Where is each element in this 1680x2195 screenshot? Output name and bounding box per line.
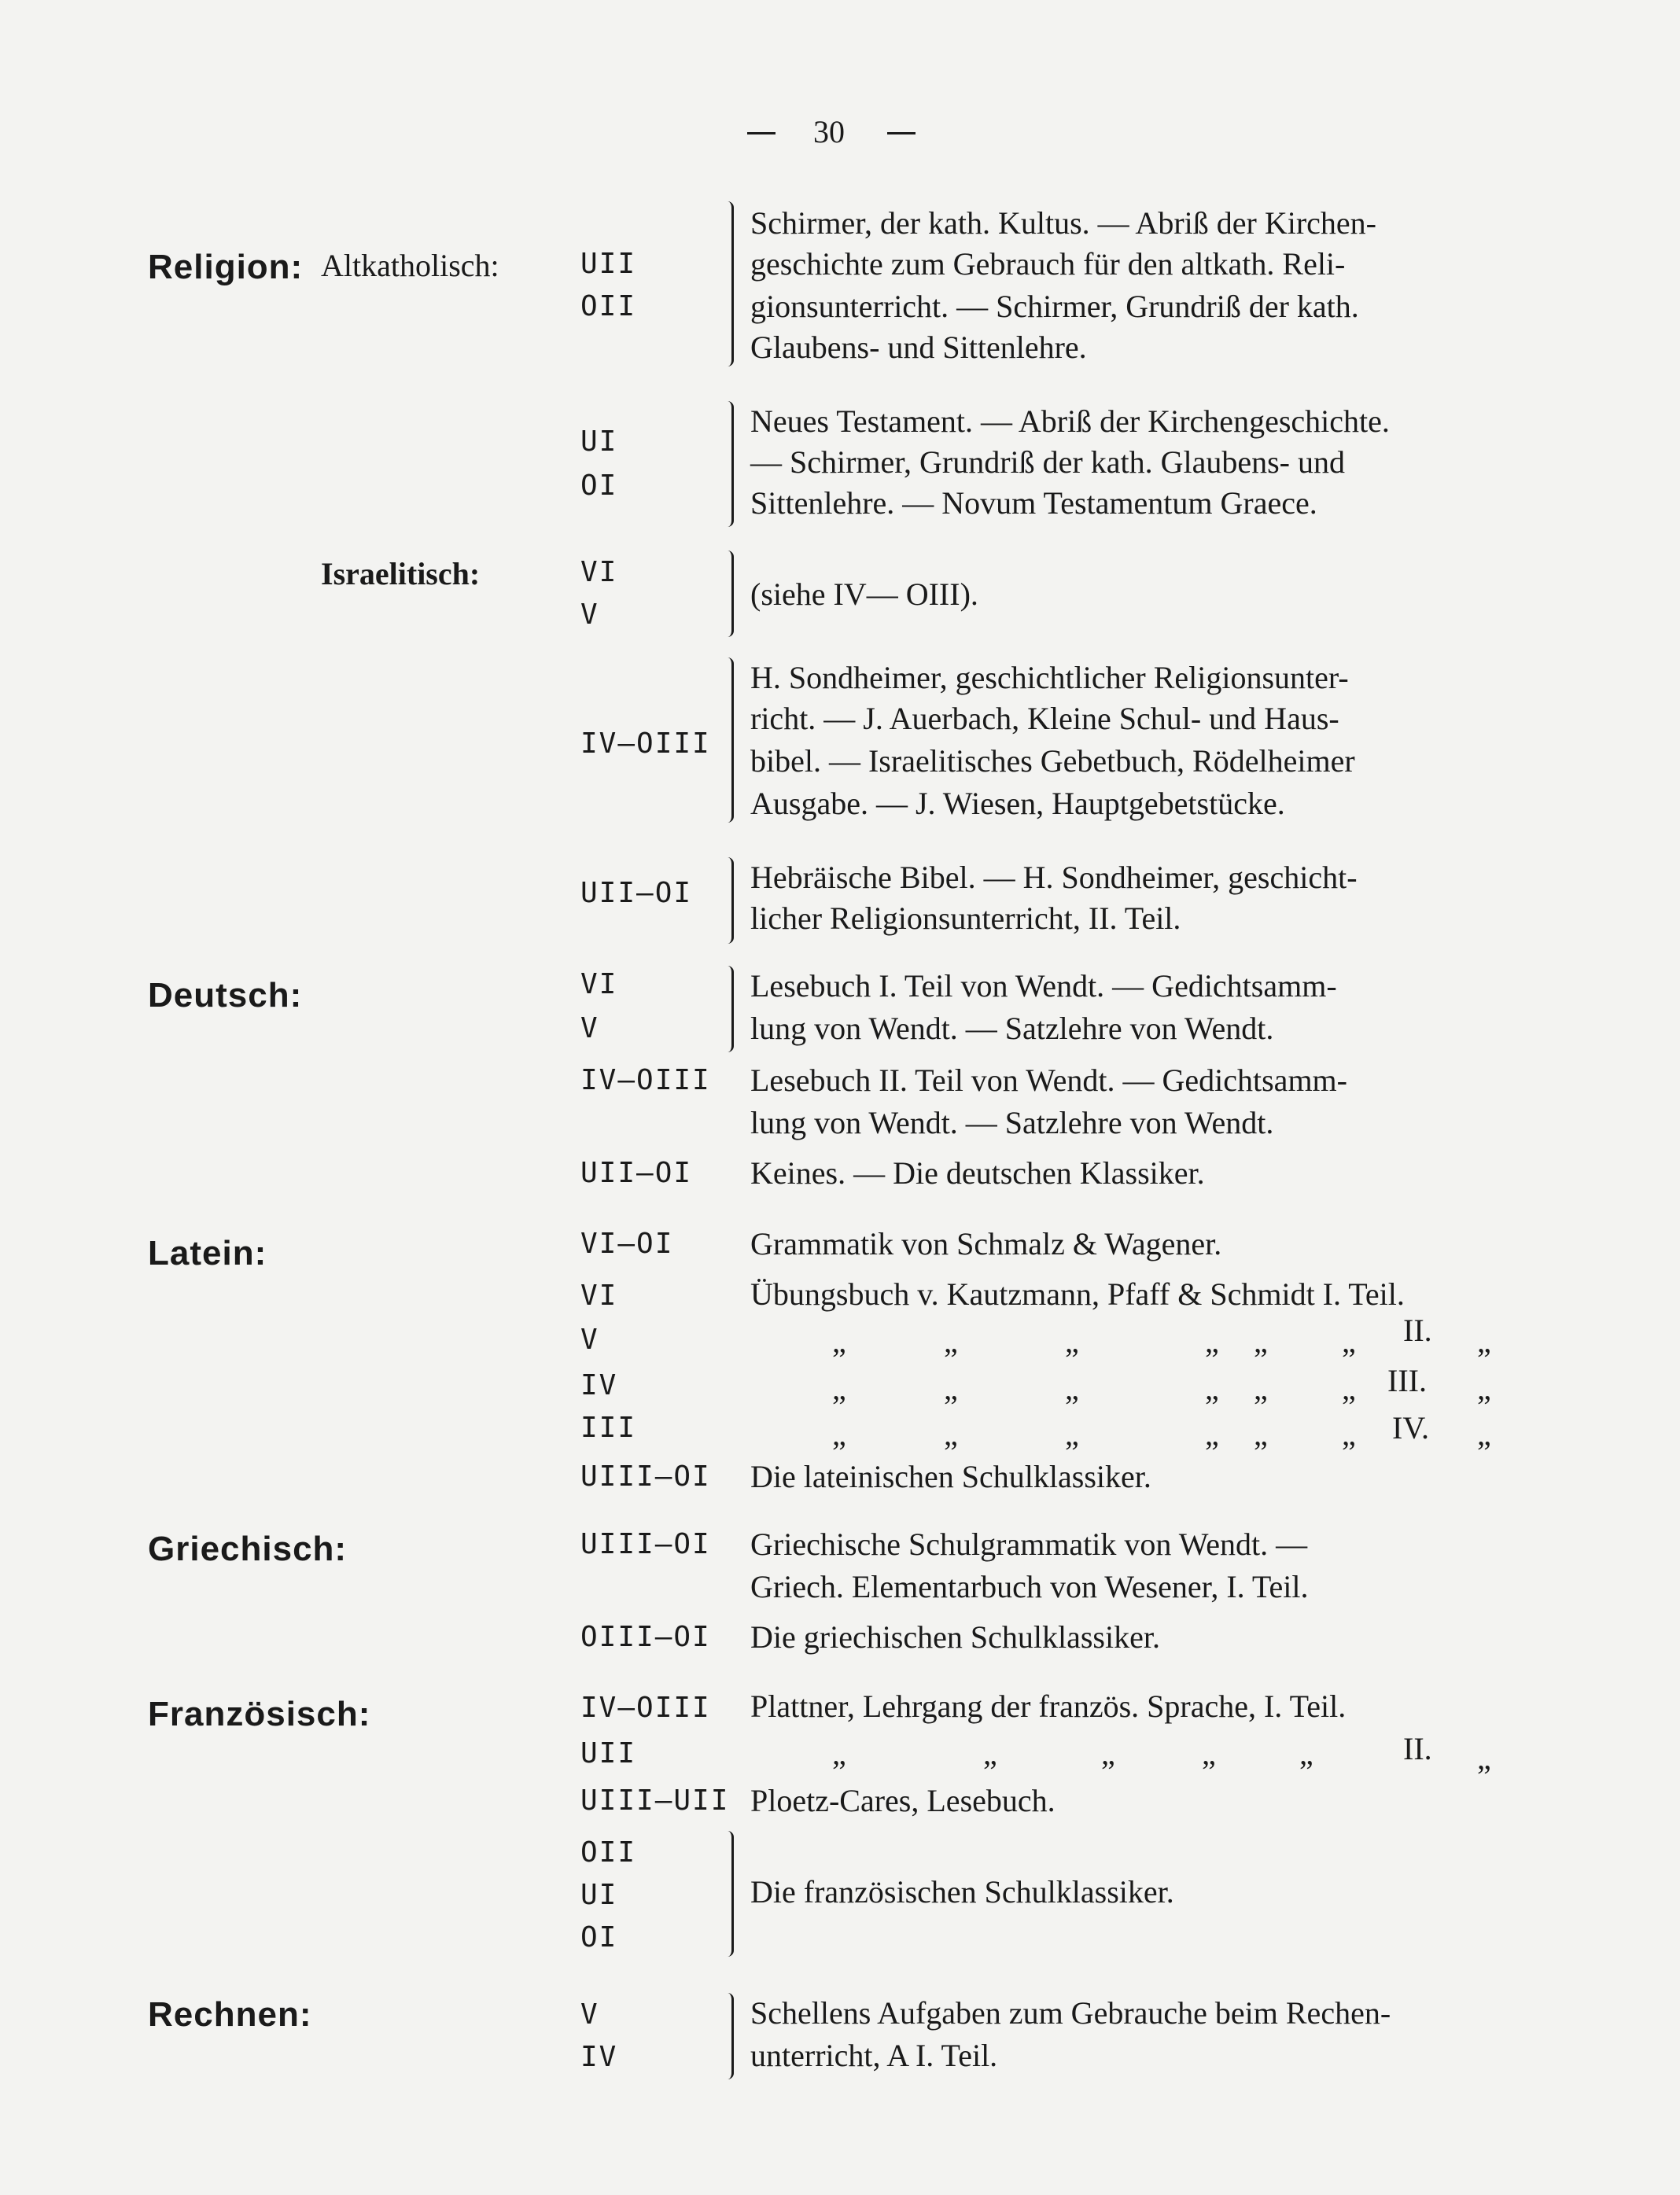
book-line: richt. — J. Auerbach, Kleine Schul- und Haus- xyxy=(750,701,1339,736)
class-label: UI xyxy=(580,1879,618,1911)
class-label: IV—OIII xyxy=(580,727,711,760)
part-number: II. xyxy=(1403,1731,1432,1766)
ditto-mark: „ xyxy=(1065,1416,1079,1452)
denomination-altkatholisch: Altkatholisch: xyxy=(321,248,499,283)
class-label: UIII—OI xyxy=(580,1528,711,1560)
book-line: Übungsbuch v. Kautzmann, Pfaff & Schmidt I. Teil. xyxy=(750,1276,1405,1312)
book-line: Die französischen Schulklassiker. xyxy=(750,1874,1174,1910)
book-line: Ploetz-Cares, Lesebuch. xyxy=(750,1783,1056,1818)
class-label: OII xyxy=(580,290,637,322)
ditto-mark: „ xyxy=(832,1371,846,1406)
class-label: UII xyxy=(580,1737,637,1770)
class-label: VI xyxy=(580,1280,618,1312)
class-label: OI xyxy=(580,470,618,502)
ditto-mark: „ xyxy=(1205,1324,1219,1359)
book-line: Lesebuch II. Teil von Wendt. — Gedichtsamm- xyxy=(750,1063,1347,1098)
grouping-brace xyxy=(720,1993,734,2079)
grouping-brace xyxy=(720,201,734,366)
ditto-mark: „ xyxy=(1342,1324,1356,1359)
class-label: IV—OIII xyxy=(580,1692,711,1724)
grouping-brace xyxy=(720,1831,734,1957)
grouping-brace xyxy=(720,551,734,637)
page-number-dash-right xyxy=(887,132,916,134)
book-line: Keines. — Die deutschen Klassiker. xyxy=(750,1155,1205,1191)
class-label: IV—OIII xyxy=(580,1064,711,1096)
book-line: (siehe IV— OIII). xyxy=(750,576,978,612)
grouping-brace xyxy=(720,401,734,527)
class-label: IV xyxy=(580,1369,618,1401)
book-line: Die lateinischen Schulklassiker. xyxy=(750,1459,1151,1494)
class-label: VI xyxy=(580,968,618,1000)
ditto-mark: „ xyxy=(1101,1736,1115,1771)
book-line: Ausgabe. — J. Wiesen, Hauptgebetstücke. xyxy=(750,786,1285,821)
book-line: Grammatik von Schmalz & Wagener. xyxy=(750,1226,1222,1261)
book-line: Schirmer, der kath. Kultus. — Abriß der Kirchen- xyxy=(750,205,1376,241)
ditto-mark: „ xyxy=(1065,1371,1079,1406)
page-number: 30 xyxy=(813,114,845,149)
ditto-mark: „ xyxy=(1477,1324,1491,1359)
ditto-mark: „ xyxy=(1477,1371,1491,1406)
ditto-mark: „ xyxy=(1477,1416,1491,1452)
class-label: UII—OI xyxy=(580,877,693,909)
class-label: V xyxy=(580,1012,599,1044)
ditto-mark: „ xyxy=(944,1324,958,1359)
part-number: IV. xyxy=(1392,1410,1430,1446)
ditto-mark: „ xyxy=(1477,1740,1491,1776)
ditto-mark: „ xyxy=(944,1416,958,1452)
class-label: OI xyxy=(580,1921,618,1954)
book-line: Neues Testament. — Abriß der Kirchengeschichte. xyxy=(750,403,1390,439)
class-label: UIII—OI xyxy=(580,1460,711,1493)
class-label: OIII—OI xyxy=(580,1621,711,1653)
book-line: bibel. — Israelitisches Gebetbuch, Rödelheimer xyxy=(750,743,1355,779)
ditto-mark: „ xyxy=(832,1416,846,1452)
class-label: VI xyxy=(580,556,618,588)
ditto-mark: „ xyxy=(1254,1416,1268,1452)
part-number: III. xyxy=(1387,1363,1427,1398)
book-line: Griechische Schulgrammatik von Wendt. — xyxy=(750,1527,1308,1562)
denomination-israelitisch: Israelitisch: xyxy=(321,556,481,591)
book-line: Schellens Aufgaben zum Gebrauche beim Rechen- xyxy=(750,1995,1391,2031)
book-line: gionsunterricht. — Schirmer, Grundriß der kath. xyxy=(750,289,1359,324)
book-line: Sittenlehre. — Novum Testamentum Graece. xyxy=(750,485,1317,521)
class-label: OII xyxy=(580,1836,637,1869)
class-label: VI—OI xyxy=(580,1228,674,1260)
subject-deutsch: Deutsch: xyxy=(148,976,303,1015)
book-line: unterricht, A I. Teil. xyxy=(750,2038,998,2073)
class-label: V xyxy=(580,598,599,631)
ditto-mark: „ xyxy=(1065,1324,1079,1359)
class-label: V xyxy=(580,1324,599,1356)
grouping-brace xyxy=(720,966,734,1052)
book-line: Hebräische Bibel. — H. Sondheimer, geschicht- xyxy=(750,860,1358,895)
class-label: UIII—UII xyxy=(580,1784,730,1817)
subject-franzoesisch: Französisch: xyxy=(148,1695,371,1733)
class-label: UII—OI xyxy=(580,1157,693,1189)
ditto-mark: „ xyxy=(1254,1324,1268,1359)
book-line: lung von Wendt. — Satzlehre von Wendt. xyxy=(750,1011,1274,1046)
class-label: IV xyxy=(580,2041,618,2073)
book-line: Plattner, Lehrgang der französ. Sprache, I. Teil. xyxy=(750,1689,1347,1724)
subject-religion: Religion: xyxy=(148,248,304,286)
book-line: licher Religionsunterricht, II. Teil. xyxy=(750,900,1181,936)
book-line: Glaubens- und Sittenlehre. xyxy=(750,330,1087,365)
book-line: lung von Wendt. — Satzlehre von Wendt. xyxy=(750,1105,1274,1140)
grouping-brace xyxy=(720,857,734,944)
grouping-brace xyxy=(720,657,734,823)
book-line: Lesebuch I. Teil von Wendt. — Gedichtsamm- xyxy=(750,968,1337,1004)
subject-griechisch: Griechisch: xyxy=(148,1530,348,1568)
class-label: III xyxy=(580,1412,637,1444)
subject-latein: Latein: xyxy=(148,1234,267,1272)
ditto-mark: „ xyxy=(1342,1416,1356,1452)
ditto-mark: „ xyxy=(832,1736,846,1771)
book-line: — Schirmer, Grundriß der kath. Glaubens- und xyxy=(750,444,1345,480)
page-number-dash-left xyxy=(747,132,776,134)
book-line: geschichte zum Gebrauch für den altkath. Reli- xyxy=(750,246,1346,282)
ditto-mark: „ xyxy=(1254,1371,1268,1406)
part-number: II. xyxy=(1403,1313,1432,1348)
ditto-mark: „ xyxy=(944,1371,958,1406)
subject-rechnen: Rechnen: xyxy=(148,1995,312,2034)
ditto-mark: „ xyxy=(983,1736,997,1771)
ditto-mark: „ xyxy=(1205,1371,1219,1406)
ditto-mark: „ xyxy=(832,1324,846,1359)
ditto-mark: „ xyxy=(1205,1416,1219,1452)
ditto-mark: „ xyxy=(1299,1736,1313,1771)
ditto-mark: „ xyxy=(1342,1371,1356,1406)
class-label: UII xyxy=(580,248,637,280)
class-label: UI xyxy=(580,425,618,458)
class-label: V xyxy=(580,1998,599,2031)
book-line: Die griechischen Schulklassiker. xyxy=(750,1619,1160,1655)
book-line: Griech. Elementarbuch von Wesener, I. Teil. xyxy=(750,1569,1309,1604)
ditto-mark: „ xyxy=(1202,1736,1216,1771)
book-line: H. Sondheimer, geschichtlicher Religionsunter- xyxy=(750,660,1349,695)
